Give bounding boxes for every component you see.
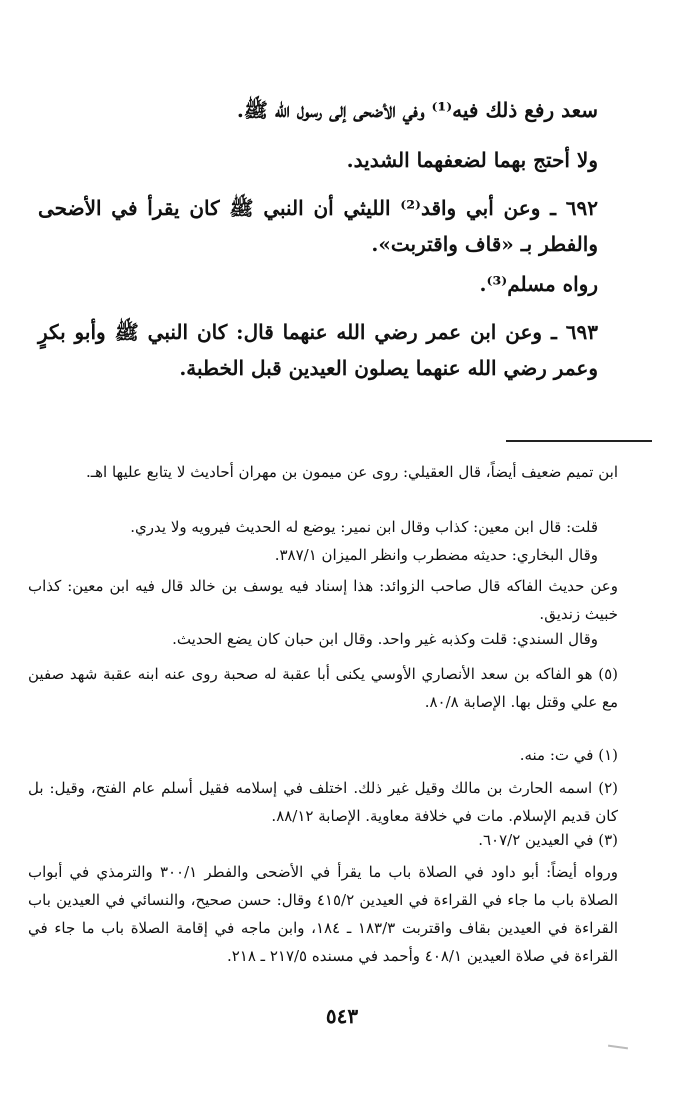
scan-mark <box>608 1045 628 1050</box>
main-line-2: ولا أحتج بهما لضعفهما الشديد. <box>346 148 598 172</box>
footnote-5: (٥) هو الفاكه بن سعد الأنصاري الأوسي يكنى أبا عقبة له صحبة روى عنه ابنه عقبة شهد صفين مع علي وقتل بها. الإصابة ٨٠/٨. <box>28 665 618 711</box>
main-line-1: سعد رفع ذلك فيه⁽¹⁾ وفي الأضحى إلى رسول الله ﷺ. <box>236 98 598 122</box>
footnote-text: قلت: قال ابن معين: كذاب وقال ابن نمير: يوضع له الحديث فيرويه ولا يدري. <box>130 518 598 536</box>
hadith-692: ٦٩٢ ـ وعن أبي واقد⁽²⁾ الليثي أن النبي ﷺ كان يقرأ في الأضحى والفطر بـ «قاف واقتربت». <box>38 196 598 256</box>
page-number: ٥٤٣ <box>325 1004 359 1028</box>
footnote-text: ابن تميم ضعيف أيضاً، قال العقيلي: روى عن ميمون بن مهران أحاديث لا يتابع عليها اهـ. <box>85 463 618 481</box>
footnote-text: وقال السندي: قلت وكذبه غير واحد. وقال ابن حبان كان يضع الحديث. <box>172 630 598 648</box>
footnote-1: (١) في ت: منه. <box>519 746 618 764</box>
hadith-692-source: رواه مسلم⁽³⁾. <box>479 272 598 296</box>
footnote-text: وعن حديث الفاكه قال صاحب الزوائد: هذا إسناد فيه يوسف بن خالد قال فيه ابن معين: كذاب خبيث زنديق. <box>28 577 618 623</box>
footnote-3: (٣) في العيدين ٦٠٧/٢. <box>478 831 618 849</box>
footnote-2: (٢) اسمه الحارث بن مالك وقيل غير ذلك. اختلف في إسلامه فقيل أسلم عام الفتح، وقيل: بل كان قديم الإسلام. مات في خلافة معاوية. الإصابة ٨٨/١٢. <box>28 779 618 825</box>
footnote-separator <box>506 440 652 442</box>
hadith-693: ٦٩٣ ـ وعن ابن عمر رضي الله عنهما قال: كان النبي ﷺ وأبو بكرٍ وعمر رضي الله عنهما يصلون العيدين قبل الخطبة. <box>38 320 598 380</box>
footnote-3-references: ورواه أيضاً: أبو داود في الصلاة باب ما يقرأ في الأضحى والفطر ٣٠٠/١ والترمذي في أبواب الصلاة باب ما جاء في القراءة في العيدين ٤١٥/٢ وقال: حسن صحيح، والنسائي في العيدين باب القراءة في العيدين بقاف واقتربت ١٨٣/٣ ـ ١٨٤، وابن ماجه في إقامة الصلاة باب ما جاء في القراءة في صلاة العيدين ٤٠٨/١ وأحمد في مسنده ٢١٧/٥ ـ ٢١٨. <box>28 863 619 965</box>
footnote-text: وقال البخاري: حديثه مضطرب وانظر الميزان ٣٨٧/١. <box>274 546 598 564</box>
